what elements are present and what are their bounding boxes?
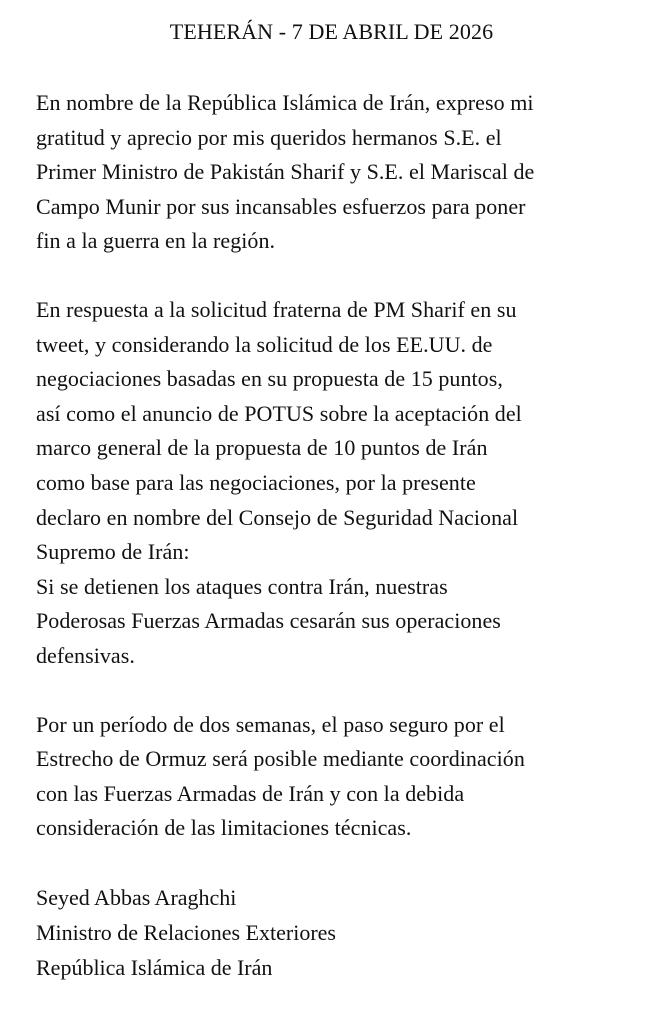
text-line: fin a la guerra en la región. [36, 228, 276, 254]
signatory-position: Ministro de Relaciones Exteriores [36, 919, 336, 945]
signatory-country: República Islámica de Irán [36, 954, 273, 980]
text-line: así como el anuncio de POTUS sobre la aceptación del [36, 400, 522, 426]
signatory-name: Seyed Abbas Araghchi [36, 884, 237, 910]
text-line: Si se detienen los ataques contra Irán, nuestras [36, 573, 448, 599]
paragraph-gratitude [36, 86, 641, 259]
paragraph-hormuz [36, 708, 641, 846]
text-line: Por un período de dos semanas, el paso seguro por el [36, 711, 505, 737]
text-line: marco general de la propuesta de 10 puntos de Irán [36, 435, 488, 461]
text-line: negociaciones basadas en su propuesta de 15 puntos, [36, 366, 503, 392]
text-line: defensivas. [36, 642, 135, 668]
text-line: En respuesta a la solicitud fraterna de PM Sharif en su [36, 296, 517, 322]
paragraph-declaration [36, 293, 641, 674]
statement-heading: TEHERÁN - 7 DE ABRIL DE 2026 [169, 19, 494, 44]
text-line: Primer Ministro de Pakistán Sharif y S.E. el Mariscal de [36, 159, 535, 185]
text-line: declaro en nombre del Consejo de Seguridad Nacional [36, 504, 519, 530]
text-line: tweet, y considerando la solicitud de los EE.UU. de [36, 331, 493, 357]
text-line: consideración de las limitaciones técnicas. [36, 815, 412, 841]
text-line: Poderosas Fuerzas Armadas cesarán sus operaciones [36, 608, 501, 634]
signature-block [36, 880, 641, 985]
text-line: gratitud y aprecio por mis queridos hermanos S.E. el [36, 124, 502, 150]
text-line: con las Fuerzas Armadas de Irán y con la debida [36, 780, 465, 806]
text-line: Supremo de Irán: [36, 539, 190, 565]
text-line: Estrecho de Ormuz será posible mediante coordinación [36, 746, 525, 772]
text-line: Campo Munir por sus incansables esfuerzos para poner [36, 193, 526, 219]
text-line: En nombre de la República Islámica de Irán, expreso mi [36, 90, 534, 115]
text-line: como base para las negociaciones, por la presente [36, 469, 476, 495]
